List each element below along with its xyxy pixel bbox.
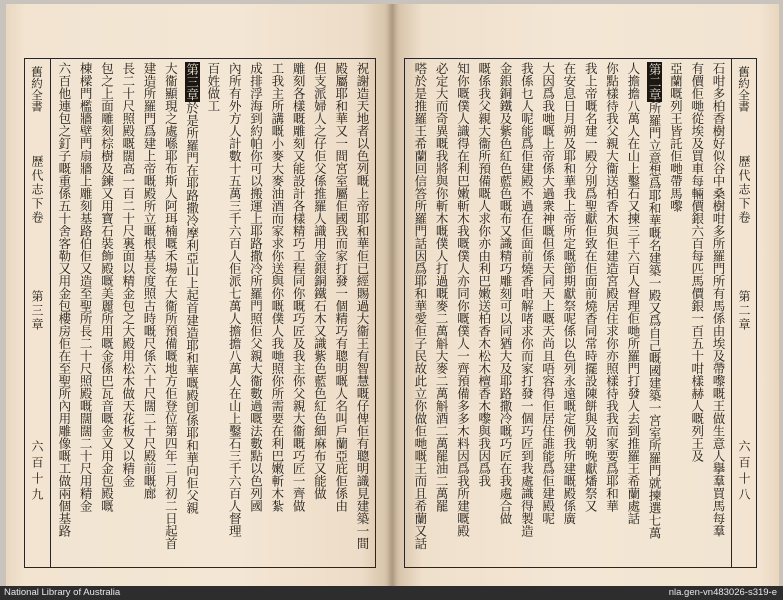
text-column: 金銀銅鐵及紫色紅色藍色嘅布又識精巧雕刻可以同猶大及耶路撒冷嘅巧匠在我處合做	[498, 62, 514, 525]
text-column: 內所有外方人計數十五萬三千六百人佢派七萬人擔擔八萬人在山上鑿石三千六百人督理	[227, 62, 243, 537]
page-number: 六百十九	[30, 440, 44, 504]
header-divider	[731, 59, 732, 567]
right-page-frame	[404, 58, 757, 568]
left-page-text	[53, 62, 373, 564]
book-title: 歷代志下卷	[737, 155, 751, 225]
text-column: 嘅係我父親大衞所預備嘅人求你亦由利巴嫩送柏香木松木檀香木嚟與我因爲我	[476, 62, 492, 487]
institution-credit: National Library of Australia	[4, 587, 121, 598]
header-divider	[50, 59, 51, 567]
text-column: 我係乜人呢能爲佢建殿不過在佢面前燒香咁解啫求你而家打發一個巧匠到我處識得製造	[519, 62, 535, 537]
book-title: 歷代志下卷	[30, 155, 44, 225]
chapter-heading: 第二章	[737, 290, 751, 332]
text-column: 在安息日月朔及耶和華我上帝所定嘅節期獻祭呢係以色列永遠嘅定例我所建嘅殿係廣	[561, 62, 577, 525]
text-column: 六百他連包之釘子嘅重係五十舍客勒又用金包樓房佢在至聖所內用雕像嘅工做兩個基路	[56, 62, 72, 537]
text-column: 建造所羅門爲建上帝嘅殿所立嘅根基長度照古時嘅尺係六十尺闊二十尺殿前嘅廊	[142, 62, 158, 500]
text-column: 有價佢哋從埃及買車每輛價銀六百每匹馬價銀一百五十咁樣赫人嘅列王及	[689, 62, 705, 462]
text-column: 你點樣待我父親大衞送柏香木與佢建造宮殿居住求你亦照樣待我我而家要爲耶和華	[604, 62, 620, 512]
text-column: 但支派婦人之仔佢父係推羅人識用金銀銅鐵石木又識紫色藍色紅色細麻布又能做	[312, 62, 328, 500]
text-column: 嗒於是推羅王希蘭回信答所羅門話因爲耶和華愛佢子民故此立你做佢哋嘅王而且希蘭又話	[412, 62, 428, 550]
text-column	[644, 62, 665, 562]
text-column: 石咁多柏香樹好似谷中桑樹咁多所羅門所有馬係由埃及帶嚟嘅王做生意人擧羣買馬每羣	[711, 62, 726, 537]
text-column: 殿屬耶和華又一間宮室屬佢國我而家打發一個精巧有聰明嘅人名叫戶蘭亞庇佢係由	[333, 62, 349, 512]
gutter-shadow	[387, 4, 397, 586]
text-column	[181, 62, 202, 562]
text-column: 棟樑門檻牆壁門扇牆上雕刻基路伯佢又造至聖所長二十尺照殿嘅闊闊二十尺用精金	[78, 62, 94, 512]
running-title: 舊約全書	[30, 66, 44, 112]
column-text: 於是所羅門在耶路撒冷摩利亞山上起首建造耶和華嘅殿卽係耶和華向佢父親	[184, 101, 200, 514]
text-column: 必定大而奇異嘅我將與你斬木嘅僕人打過嘅麥二萬斛大麥二萬斛酒二萬罷油二萬罷	[434, 62, 450, 512]
page-number: 六百十八	[737, 440, 751, 504]
text-column: 人擔擔八萬人在山上鑿石又揀三千六百人督理佢哋所羅門打發人去到推羅王希蘭處話	[625, 62, 641, 525]
text-column: 大衞顯現之處喺耶布斯人阿珥楠嘅禾場在大衞所預備嘅地方佢登位第四年二月初二日起首	[163, 62, 179, 550]
text-column: 百姓做工	[205, 62, 221, 112]
left-page-frame	[24, 58, 376, 568]
text-column: 亞蘭嘅列王皆託佢哋帶馬嚟	[668, 62, 684, 212]
text-column: 長二十尺照殿嘅闊高一百二十尺裏面以精金包之大殿用松木做天花板又以精金	[120, 62, 136, 487]
text-column: 知你嘅僕人識得在利巴嫩斬木我嘅僕人亦同你嘅僕人一齊預備多多木料因爲我所建嘅殿	[455, 62, 471, 537]
right-page-text	[407, 62, 729, 564]
text-column: 成排浮海到約帕你可以搬運上耶路撒冷所羅門照佢父親大衞數過嘅法數點以色列國	[248, 62, 264, 512]
text-column: 祝謝造天地者以色列嘅上帝耶和華佢已經賜過大衞王有智慧嘅仔俾佢有聰明識見建築一間	[355, 62, 370, 550]
text-column: 大因爲我哋嘅上帝係大過衆神嘅但係天同天上嘅天尚且唔容得佢居住誰能爲佢建殿呢	[540, 62, 556, 525]
text-column: 雕刻各樣嘅雕刻又能設計各樣精巧工程同你嘅巧匠及我主你父親大衞嘅巧匠一齊做	[291, 62, 307, 512]
text-column: 包之上面雕刻棕樹及鍊又用寶石裝飾殿嘅美麗所用嘅金係巴瓦音嘅金又用金包殿嘅	[99, 62, 115, 512]
text-column: 我上帝嘅名建一殿分別爲聖獻佢致在佢面前燒香同常時擺設陳餅與及朝晚獻燔祭又	[583, 62, 599, 512]
chapter-heading: 第三章	[30, 290, 44, 332]
scan-identifier: nla.gen-vn483026-s319-e	[668, 587, 777, 598]
scan-footer-bar	[0, 586, 783, 600]
chapter-marker: 第二章	[647, 63, 663, 101]
chapter-marker: 第三章	[184, 63, 200, 101]
column-text: 所羅門立意想爲耶和華嘅名建築一殿又爲自己嘅國建築一宮室所羅門就揀選七萬	[647, 101, 663, 539]
text-column: 工我主所講嘅小麥大麥油酒而家求你送與你嘅僕人我哋照你所需要在利巴嫩斬木紮	[269, 62, 285, 512]
running-title: 舊約全書	[737, 66, 751, 112]
